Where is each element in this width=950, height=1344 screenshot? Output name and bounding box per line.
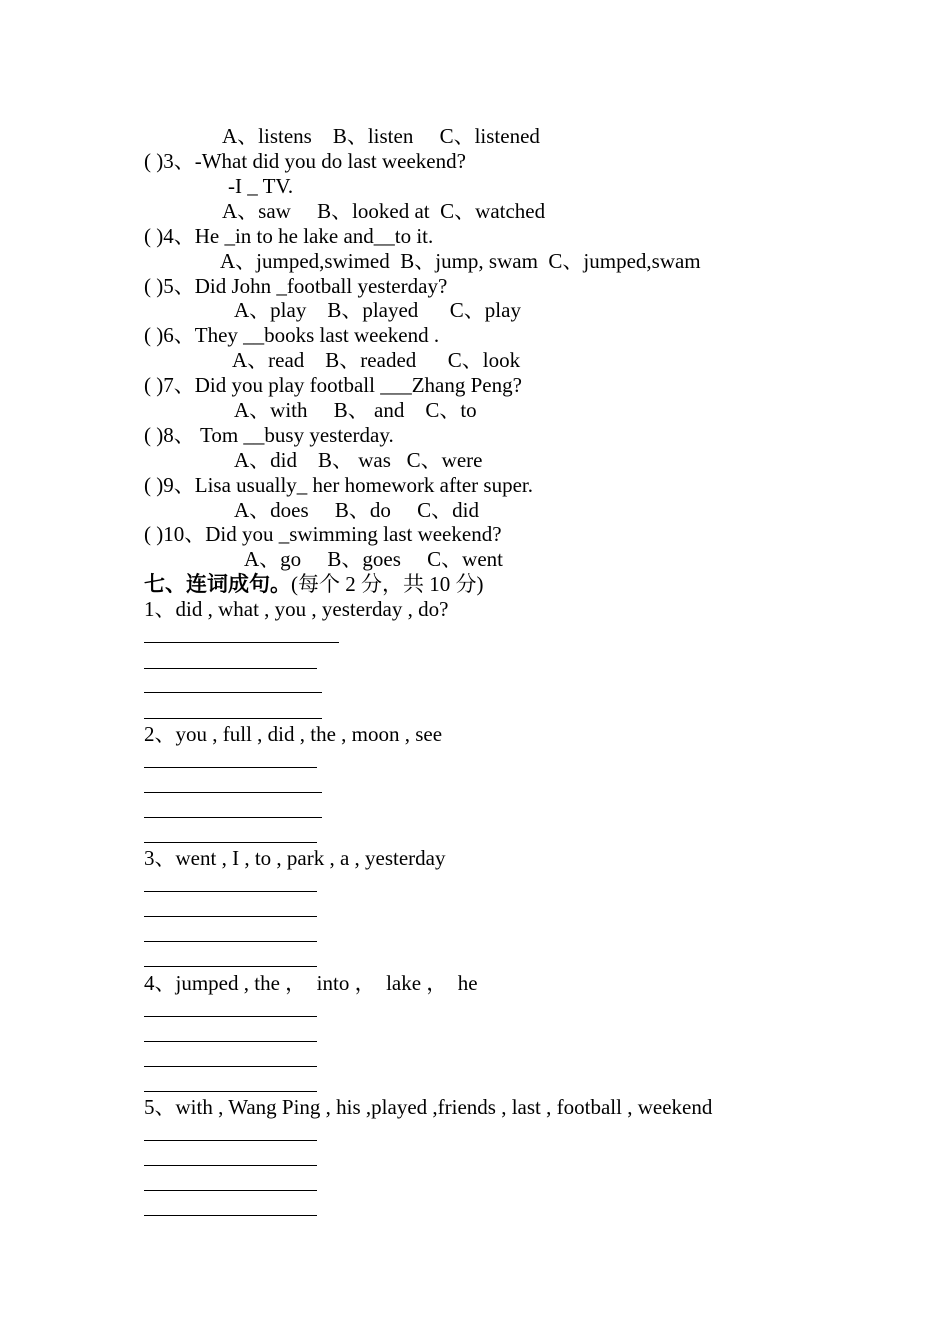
- answer-line[interactable]: [144, 966, 317, 967]
- answer-line[interactable]: [144, 692, 322, 693]
- answer-line[interactable]: [144, 842, 317, 843]
- q4-stem: ( )4、He _in to he lake and__to it.: [144, 224, 434, 248]
- answer-line[interactable]: [144, 1190, 317, 1191]
- sentence-question-3: 3、went , I , to , park , a , yesterday: [144, 846, 446, 870]
- q2-options: A、listens B、listen C、listened: [222, 124, 540, 148]
- q9-stem: ( )9、Lisa usually_ her homework after super.: [144, 473, 533, 497]
- q4-options: A、jumped,swimed B、jump, swam C、jumped,swam: [220, 249, 701, 273]
- q5-options: A、play B、played C、play: [234, 298, 521, 322]
- answer-line[interactable]: [144, 1041, 317, 1042]
- sentence-question-2: 2、you , full , did , the , moon , see: [144, 722, 443, 746]
- section-heading: [144, 572, 484, 597]
- answer-line[interactable]: [144, 1165, 317, 1166]
- q6-options: A、read B、readed C、look: [232, 348, 521, 372]
- q10-stem: ( )10、Did you _swimming last weekend?: [144, 522, 502, 546]
- section-title: 七、连词成句。: [144, 572, 291, 596]
- sentence-question-4: 4、jumped , the ， into ， lake ， he: [144, 971, 478, 995]
- answer-line[interactable]: [144, 668, 317, 669]
- q7-stem: ( )7、Did you play football ___Zhang Peng?: [144, 373, 522, 397]
- answer-line[interactable]: [144, 718, 322, 719]
- q3-options: A、saw B、looked at C、watched: [222, 199, 546, 223]
- answer-line[interactable]: [144, 916, 317, 917]
- answer-line[interactable]: [144, 817, 322, 818]
- answer-line[interactable]: [144, 1066, 317, 1067]
- q8-stem: ( )8、 Tom __busy yesterday.: [144, 423, 394, 447]
- sentence-question-5: 5、with , Wang Ping , his ,played ,friends , last , football , weekend: [144, 1095, 713, 1119]
- q3-answer-line: -I _ TV.: [228, 174, 294, 198]
- answer-line[interactable]: [144, 792, 322, 793]
- sentence-question-1: 1、did , what , you , yesterday , do?: [144, 597, 449, 621]
- q8-options: A、did B、 was C、were: [234, 448, 483, 472]
- q3-stem: ( )3、-What did you do last weekend?: [144, 149, 466, 173]
- answer-line[interactable]: [144, 941, 317, 942]
- q7-options: A、with B、 and C、to: [234, 398, 477, 422]
- section-score-note: (每个 2 分，共 10 分): [291, 572, 484, 596]
- answer-line[interactable]: [144, 1140, 317, 1141]
- answer-line[interactable]: [144, 1016, 317, 1017]
- answer-line[interactable]: [144, 642, 339, 643]
- q10-options: A、go B、goes C、went: [244, 547, 503, 571]
- q9-options: A、does B、do C、did: [234, 498, 480, 522]
- answer-line[interactable]: [144, 767, 317, 768]
- q6-stem: ( )6、They __books last weekend .: [144, 323, 440, 347]
- q5-stem: ( )5、Did John _football yesterday?: [144, 274, 448, 298]
- answer-line[interactable]: [144, 1091, 317, 1092]
- answer-line[interactable]: [144, 1215, 317, 1216]
- answer-line[interactable]: [144, 891, 317, 892]
